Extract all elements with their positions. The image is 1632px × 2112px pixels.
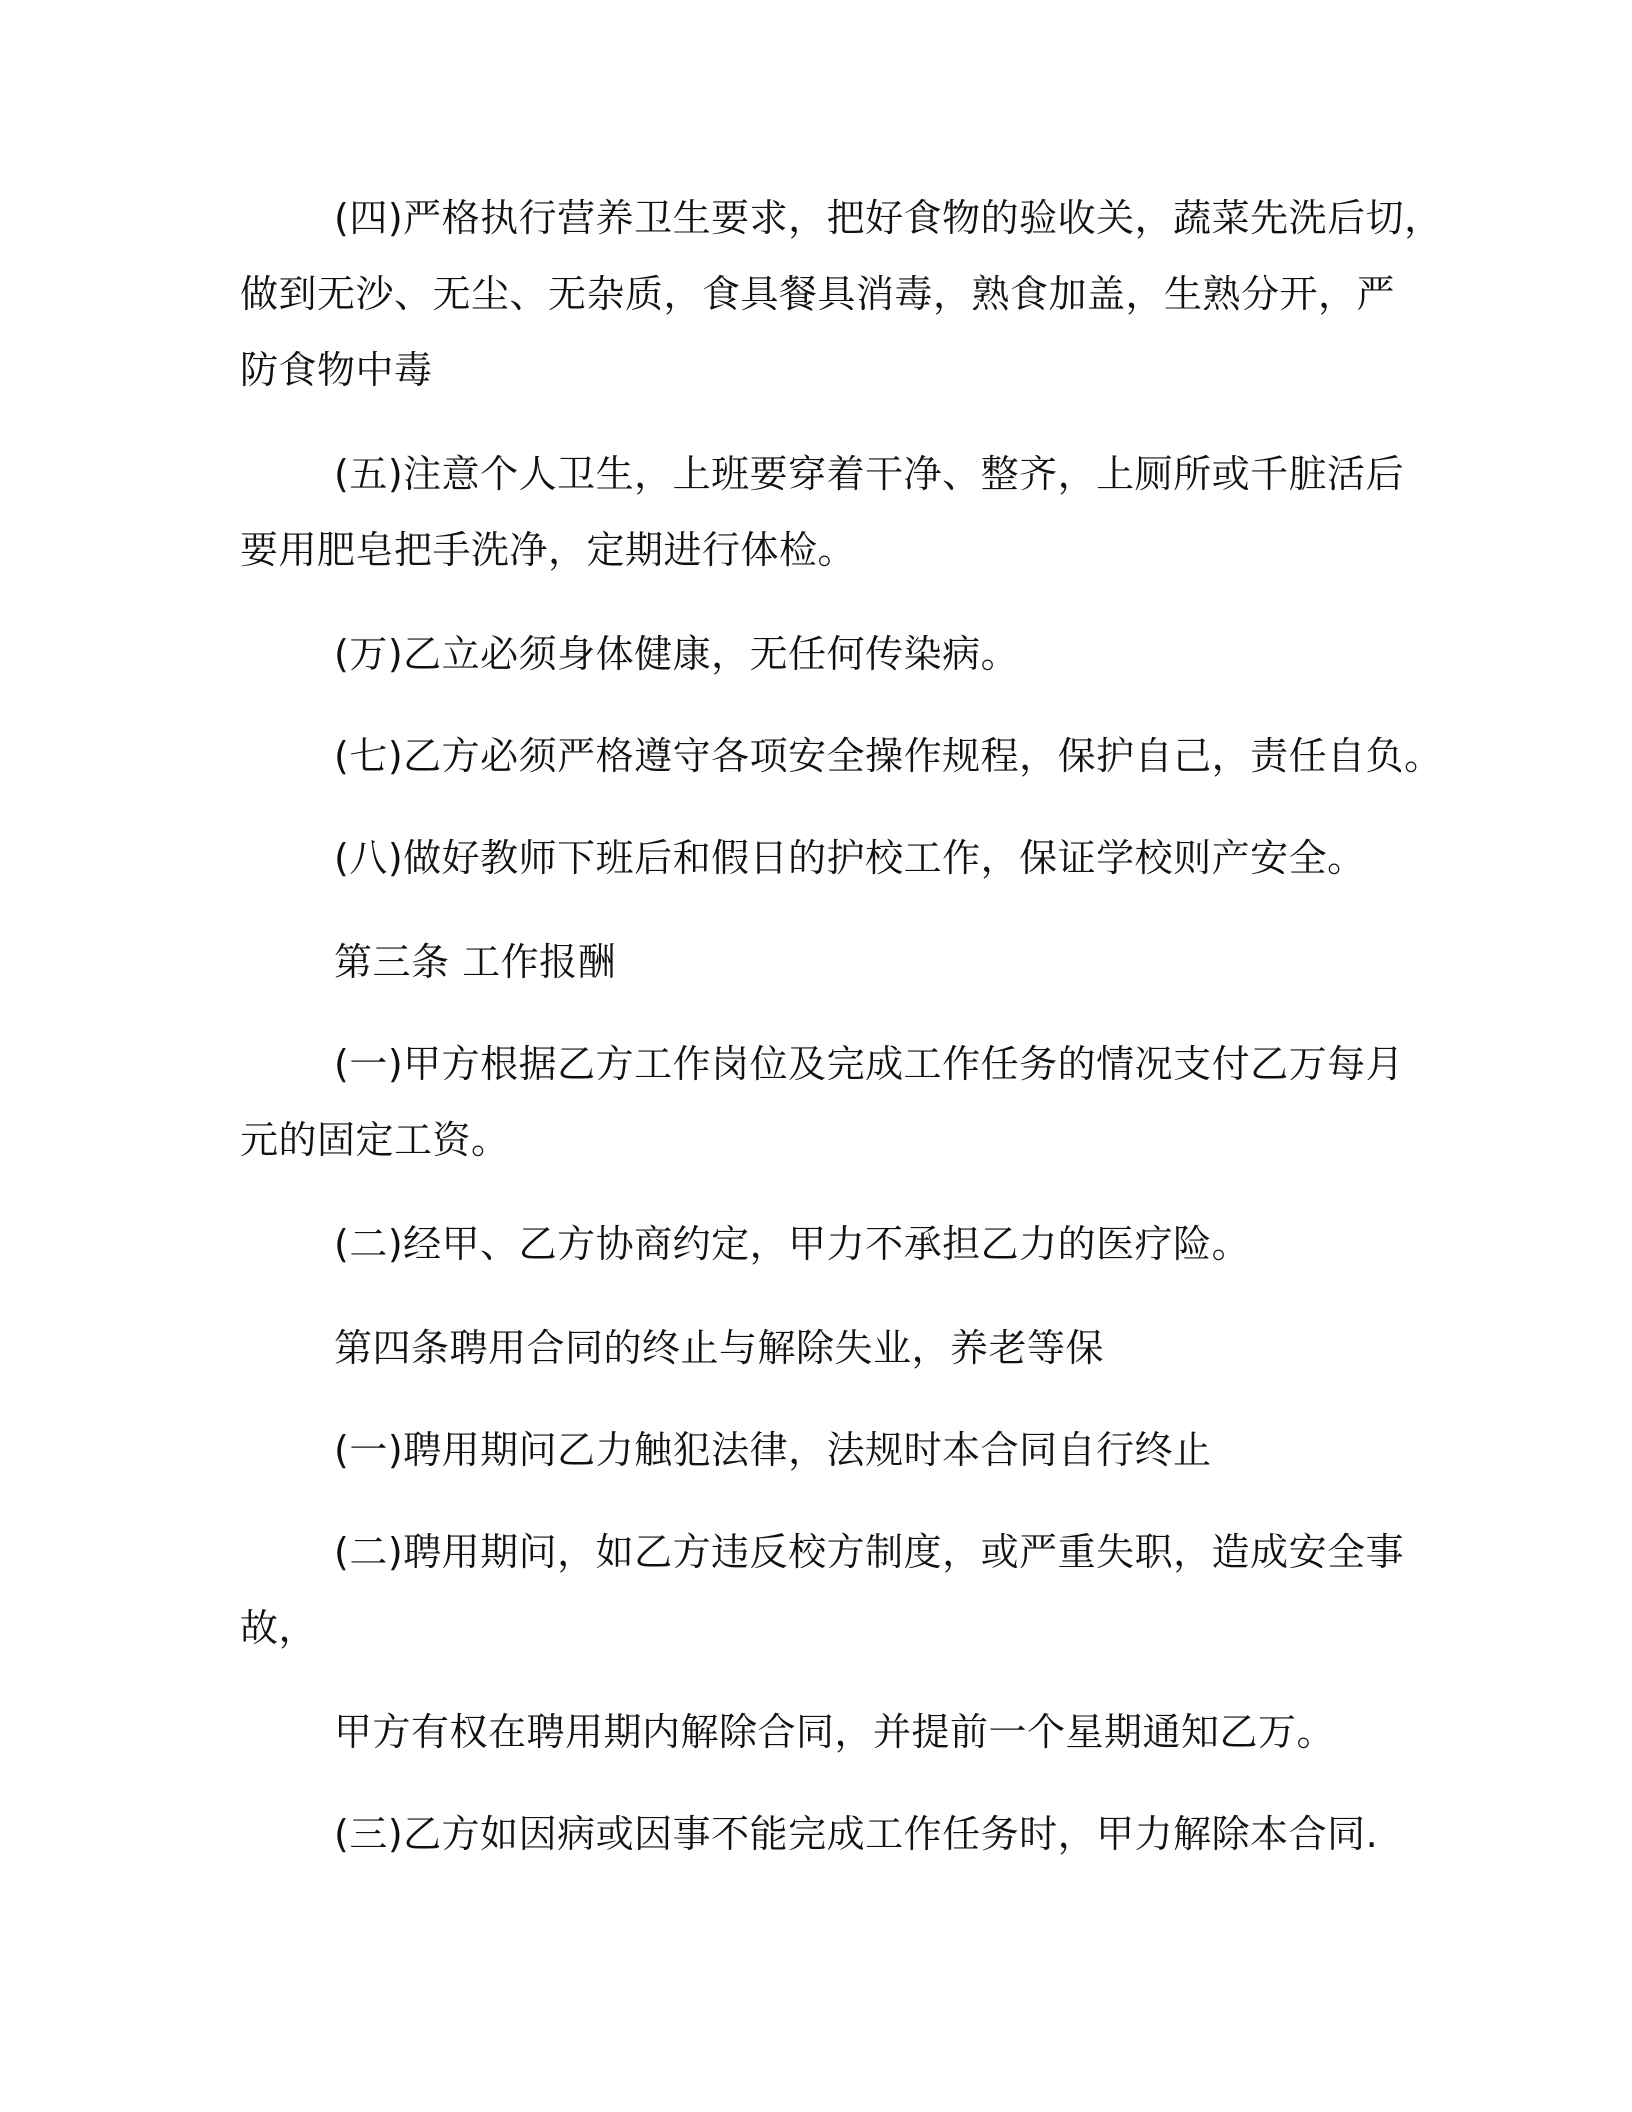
text-line: 做到无沙、无尘、无杂质，食具餐具消毒，熟食加盖，生熟分开，严 [240,272,1396,316]
text-line: (一)聘用期问乙力触犯法律，法规时本合同自行终止 [334,1428,1212,1472]
text-line: 元的固定工资。 [240,1118,510,1162]
text-line: (一)甲方根据乙方工作岗位及完成工作任务的情况支付乙万每月 [334,1042,1405,1086]
text-line: 故， [240,1606,318,1650]
text-line: 防食物中毒 [240,348,433,392]
text-line: (三)乙方如因病或因事不能完成工作任务时，甲力解除本合同. [334,1812,1379,1856]
text-line: (二)经甲、乙方协商约定，甲力不承担乙力的医疗险。 [334,1222,1251,1266]
text-line: (万)乙立必须身体健康，无任何传染病。 [334,632,1020,676]
text-line: (五)注意个人卫生，上班要穿着干净、整齐，上厕所或千脏活后 [334,452,1405,496]
text-line: (八)做好教师下班后和假日的护校工作，保证学校则产安全。 [334,836,1366,880]
text-line: (二)聘用期问，如乙方违反校方制度，或严重失职，造成安全事 [334,1530,1405,1574]
section-heading: 第四条聘用合同的终止与解除失业，养老等保 [334,1326,1105,1370]
text-line: 要用肥皂把手洗净，定期进行体检。 [240,528,857,572]
section-heading: 第三条 工作报酬 [334,940,617,984]
text-line: (七)乙方必须严格遵守各项安全操作规程，保护自己，责任自负。 [334,734,1443,778]
text-line: 甲方有权在聘用期内解除合同，并提前一个星期通知乙万。 [334,1710,1336,1754]
text-line: (四)严格执行营养卫生要求，把好食物的验收关，蔬菜先洗后切， [334,196,1443,240]
